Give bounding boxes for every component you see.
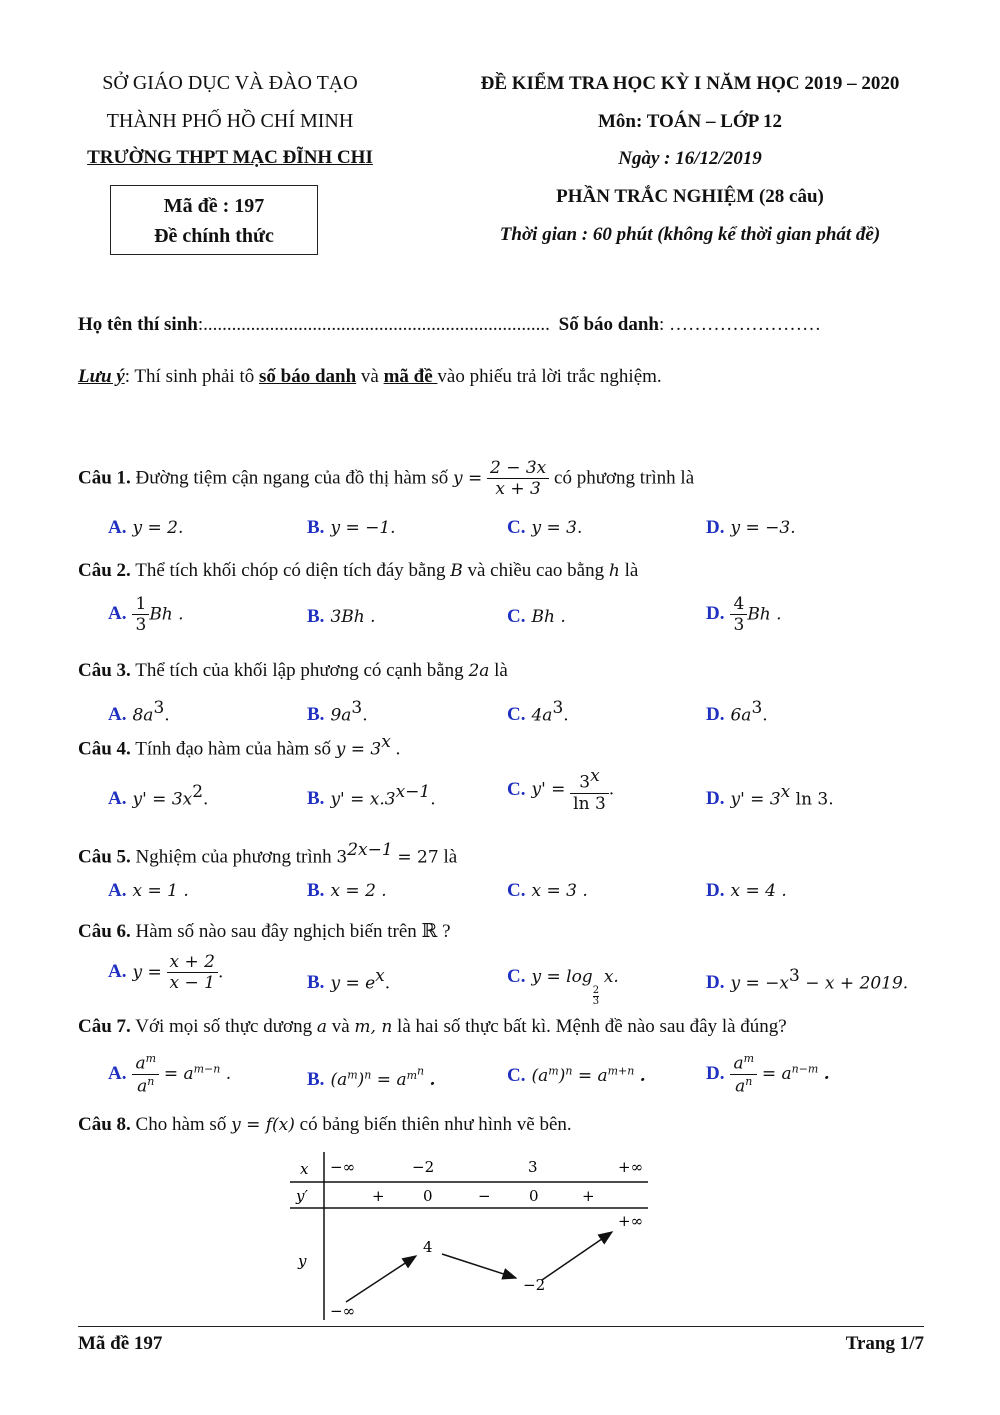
sign: 0 [529, 1187, 539, 1205]
arrow-up [346, 1256, 416, 1302]
question-label: Câu 3. [78, 660, 131, 681]
page-number: Trang 1/7 [845, 1333, 924, 1354]
x-value: −2 [412, 1158, 435, 1176]
question-text: Thể tích khối chóp có diện tích đáy bằng [135, 560, 446, 581]
question-label: Câu 6. [78, 921, 131, 942]
option-a[interactable]: A. $y' = 3x^2$. [108, 782, 209, 810]
name-label: Họ tên thí sinh [78, 314, 198, 335]
question-label: Câu 8. [78, 1114, 131, 1135]
question-text: có phương trình là [554, 467, 695, 489]
math-var: m, n [354, 1017, 393, 1037]
question-text: và chiều cao bằng [467, 560, 605, 581]
option-c[interactable]: C. y = log $\frac{2}{3}$ x. [507, 966, 619, 1007]
option-a[interactable]: A. $8a^3$. [108, 698, 170, 726]
option-c[interactable]: C. Bh . [507, 606, 566, 627]
option-c[interactable]: C. $4a^3$. [507, 698, 569, 726]
city-name: THÀNH PHỐ HỒ CHÍ MINH [106, 110, 354, 132]
question-text: có bảng biến thiên như hình vẽ bên. [299, 1114, 572, 1135]
subject: Môn: TOÁN – LỚP 12 [597, 111, 783, 132]
sign: + [582, 1187, 595, 1205]
question-text: Cho hàm số [135, 1114, 227, 1135]
question-text: là [494, 660, 508, 681]
question-text: là hai số thực bất kì. Mệnh đề nào sau đây là đúng? [397, 1016, 787, 1037]
y-value: −∞ [330, 1302, 356, 1320]
x-value: −∞ [330, 1158, 356, 1176]
question-text: Với mọi số thực dương [135, 1016, 313, 1037]
name-field[interactable]: :......................................................................... [197, 314, 550, 335]
question-label: Câu 7. [78, 1016, 131, 1037]
math-var: h [608, 561, 620, 581]
id-field[interactable]: : …………………… [658, 314, 821, 335]
math-var: 2a [468, 661, 490, 681]
note-keyword: số báo danh [258, 366, 357, 387]
x-label: x [300, 1160, 309, 1178]
sign: − [478, 1187, 491, 1205]
sign: + [372, 1187, 385, 1205]
y-label: y [298, 1252, 307, 1270]
question-text: Đường tiệm cận ngang của đồ thị hàm số [135, 467, 449, 489]
question-text: Thể tích của khối lập phương có cạnh bằng [135, 660, 464, 681]
footer-exam-code: Mã đề 197 [78, 1333, 163, 1354]
math-var: B [450, 561, 463, 581]
sign: 0 [423, 1187, 433, 1205]
question-text: là [443, 846, 458, 868]
variation-table [280, 1150, 660, 1322]
option-d[interactable]: D. $\frac{a^m}{a^n}$ = $a^{n-m}$ . [706, 1052, 830, 1097]
y-value: 4 [423, 1238, 433, 1256]
option-a[interactable]: A. $\frac{1}{3}$ Bh . [108, 594, 184, 636]
question-8 [78, 1114, 572, 1136]
math-expr: y = f(x) [231, 1115, 295, 1135]
option-b[interactable]: B. $y = e^x$. [307, 966, 391, 994]
arrow-down [442, 1254, 516, 1278]
option-b[interactable]: B. $(a^m)^n = a^{m^n}$ . [307, 1064, 436, 1091]
time-limit: Thời gian : 60 phút (không kể thời gian phát đề) [499, 224, 881, 245]
option-c[interactable]: C. y = 3. [507, 517, 583, 538]
option-c[interactable]: C. y' = $\frac{3^x}{\ln 3}$ . [507, 766, 615, 815]
question-2 [78, 560, 638, 582]
footer [78, 1326, 924, 1355]
fraction-numerator: 2 − 3x [487, 458, 549, 479]
exam-code-box [110, 185, 318, 255]
question-label: Câu 4. [78, 738, 131, 760]
section-title: PHẦN TRẮC NGHIỆM (28 câu) [556, 186, 824, 207]
department-name: SỞ GIÁO DỤC VÀ ĐÀO TẠO [102, 72, 358, 94]
option-b[interactable]: B. $y' = x.3^{x-1}$. [307, 782, 436, 810]
question-text: Tính đạo hàm của hàm số [135, 738, 331, 760]
question-1: Câu 1. Đường tiệm cận ngang của đồ thị hàm số y = $\frac{2 - 3x}{x + 3}$ có phương trình là [78, 458, 695, 500]
question-text: Nghiệm của phương trình [135, 846, 332, 868]
question-label: Câu 1. [78, 467, 131, 489]
official-label: Đề chính thức [154, 225, 274, 247]
note-text: : Thí sinh phải tô [124, 366, 259, 387]
note-text: và [356, 366, 384, 387]
note [78, 366, 662, 388]
y-value: +∞ [618, 1212, 644, 1230]
question-3 [78, 660, 508, 682]
note-keyword: mã đề [383, 366, 438, 387]
option-c[interactable]: C. $(a^m)^n = a^{m+n}$ . [507, 1064, 646, 1086]
yprime-label: y′ [296, 1187, 308, 1205]
x-value: 3 [528, 1158, 538, 1176]
question-text: và [331, 1016, 350, 1037]
math-expr: y = 3 [335, 739, 382, 760]
x-value: +∞ [618, 1158, 644, 1176]
option-b[interactable]: B. $9a^3$. [307, 698, 368, 726]
student-info-line [78, 314, 821, 336]
arrow-up [542, 1232, 612, 1280]
option-b[interactable]: B. x = 2 . [307, 880, 387, 901]
option-d[interactable]: D. $y = -x^3 - x + 2019$. [706, 966, 909, 994]
option-d[interactable]: D. $6a^3$. [706, 698, 768, 726]
question-label: Câu 2. [78, 560, 131, 581]
option-b[interactable]: B. y = −1. [307, 517, 396, 538]
school-name: TRƯỜNG THPT MẠC ĐĨNH CHI [87, 147, 373, 168]
note-label: Lưu ý [78, 366, 125, 387]
fraction-denominator: x + 3 [495, 479, 541, 500]
option-c[interactable]: C. x = 3 . [507, 880, 588, 901]
question-7 [78, 1016, 787, 1038]
option-a[interactable]: A. x = 1 . [108, 880, 189, 901]
option-b[interactable]: B. 3Bh . [307, 606, 376, 627]
exam-date: Ngày : 16/12/2019 [618, 148, 762, 169]
option-a[interactable]: A. $\frac{a^m}{a^n}$ = $a^{m-n}$ . [108, 1052, 232, 1097]
option-d[interactable]: D. x = 4 . [706, 880, 787, 901]
exam-code: Mã đề : 197 [163, 195, 265, 217]
option-d[interactable]: D. y = −3. [706, 517, 796, 538]
option-a[interactable]: A. y = $\frac{x + 2}{x - 1}$ . [108, 952, 224, 994]
exam-title: ĐỀ KIỂM TRA HỌC KỲ I NĂM HỌC 2019 – 2020 [480, 73, 900, 94]
option-d[interactable]: D. $\frac{4}{3}$ Bh . [706, 594, 782, 636]
question-5: Câu 5. Nghiệm của phương trình $3^{2x-1} = 27$ là [78, 840, 458, 868]
question-text: là [624, 560, 639, 581]
question-text: Hàm số nào sau đây nghịch biến trên ℝ ? [135, 921, 451, 942]
option-a[interactable]: A. y = 2. [108, 517, 184, 538]
math-var: a [316, 1017, 327, 1037]
question-6 [78, 920, 451, 943]
question-label: Câu 5. [78, 846, 131, 868]
y-value: −2 [523, 1276, 546, 1294]
question-4: Câu 4. Tính đạo hàm của hàm số $y = 3^x$ . [78, 732, 401, 760]
id-label: Số báo danh [558, 314, 659, 335]
note-text: vào phiếu trả lời trắc nghiệm. [437, 366, 662, 387]
option-d[interactable]: D. $y' = 3^x$ ln 3. [706, 782, 834, 810]
